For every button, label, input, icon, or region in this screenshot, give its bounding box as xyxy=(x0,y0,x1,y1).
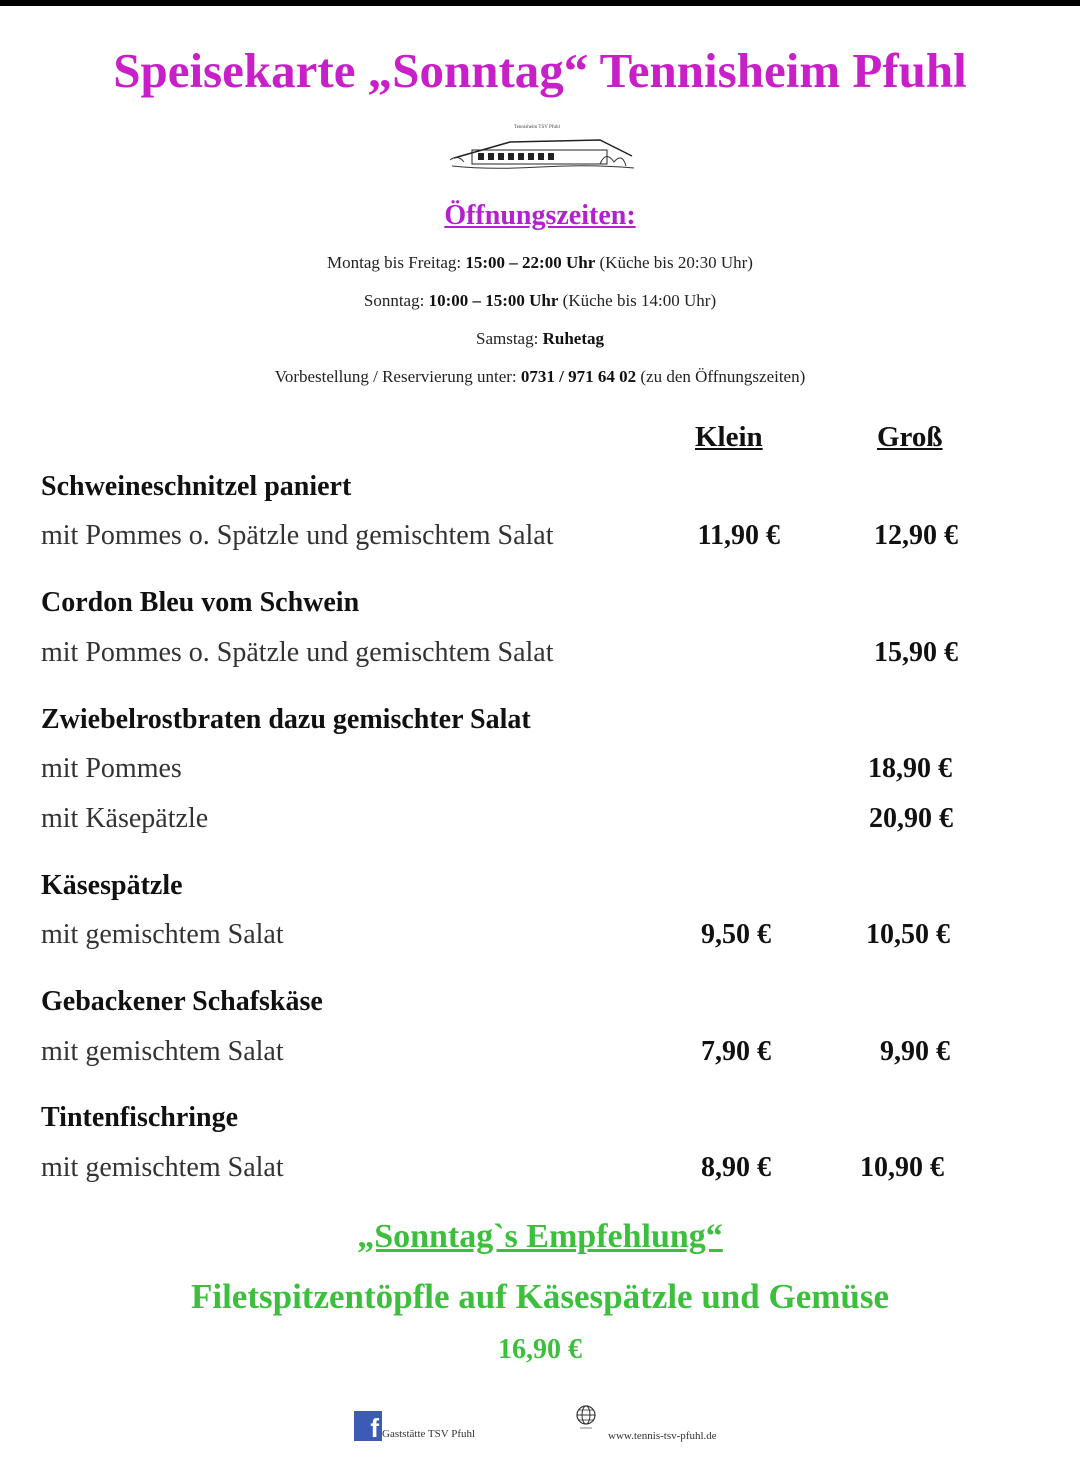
recommendation-price: 16,90 € xyxy=(498,1334,582,1365)
menu-item-side: mit Pommes o. Spätzle und gemischtem Salat xyxy=(41,520,554,551)
column-header-large: Groß xyxy=(877,421,943,453)
recommendation-dish: Filetspitzentöpfle auf Käsespätzle und Gemüse xyxy=(190,1277,890,1316)
recommendation-title: „Sonntag`s Empfehlung“ xyxy=(357,1218,723,1255)
price-small: 7,90 € xyxy=(701,1036,771,1067)
menu-item-name: Gebackener Schafskäse xyxy=(41,986,323,1017)
top-border xyxy=(0,0,1080,6)
menu-item-name: Schweineschnitzel paniert xyxy=(41,471,352,502)
menu-item-name: Käsespätzle xyxy=(41,870,183,901)
menu-item-name: Tintenfischringe xyxy=(41,1102,239,1133)
price-small: 8,90 € xyxy=(701,1152,771,1183)
price-large: 9,90 € xyxy=(880,1036,950,1067)
facebook-icon[interactable]: f xyxy=(354,1411,382,1441)
price-large: 12,90 € xyxy=(874,520,958,551)
price-large: 10,50 € xyxy=(866,919,950,950)
menu-item-side: mit gemischtem Salat xyxy=(41,1152,284,1183)
page-title: Speisekarte „Sonntag“ Tennisheim Pfuhl xyxy=(113,43,967,98)
price-large: 20,90 € xyxy=(869,803,953,834)
website-link[interactable]: www.tennis-tsv-pfuhl.de xyxy=(608,1430,717,1442)
price-large: 10,90 € xyxy=(860,1152,944,1183)
menu-item-side: mit Pommes xyxy=(41,753,182,784)
menu-item-side: mit Pommes o. Spätzle und gemischtem Salat xyxy=(41,637,554,668)
price-large: 15,90 € xyxy=(874,637,958,668)
column-header-small: Klein xyxy=(695,421,763,453)
opening-hours-heading: Öffnungszeiten: xyxy=(444,200,636,231)
price-small: 11,90 € xyxy=(697,520,780,551)
hours-sunday: Sonntag: 10:00 – 15:00 Uhr (Küche bis 14:00 Uhr) xyxy=(363,291,717,310)
price-large: 18,90 € xyxy=(868,753,952,784)
price-small: 9,50 € xyxy=(701,919,771,950)
facebook-page-label[interactable]: Gaststätte TSV Pfuhl xyxy=(382,1428,476,1440)
globe-icon[interactable] xyxy=(574,1404,598,1432)
hours-weekday: Montag bis Freitag: 15:00 – 22:00 Uhr (Küche bis 20:30 Uhr) xyxy=(327,253,753,272)
menu-item-name: Zwiebelrostbraten dazu gemischter Salat xyxy=(41,704,531,735)
hours-saturday: Samstag: Ruhetag xyxy=(476,329,604,348)
menu-item-name: Cordon Bleu vom Schwein xyxy=(41,587,360,618)
menu-item-side: mit gemischtem Salat xyxy=(41,1036,284,1067)
menu-item-side: mit gemischtem Salat xyxy=(41,919,284,950)
logo-label: Tennisheim TSV Pfuhl xyxy=(514,125,560,130)
menu-item-side: mit Käsepätzle xyxy=(41,803,209,834)
reservation-line: Vorbestellung / Reservierung unter: 0731 / 971 64 02 (zu den Öffnungszeiten) xyxy=(274,367,806,386)
clubhouse-logo xyxy=(450,120,636,182)
